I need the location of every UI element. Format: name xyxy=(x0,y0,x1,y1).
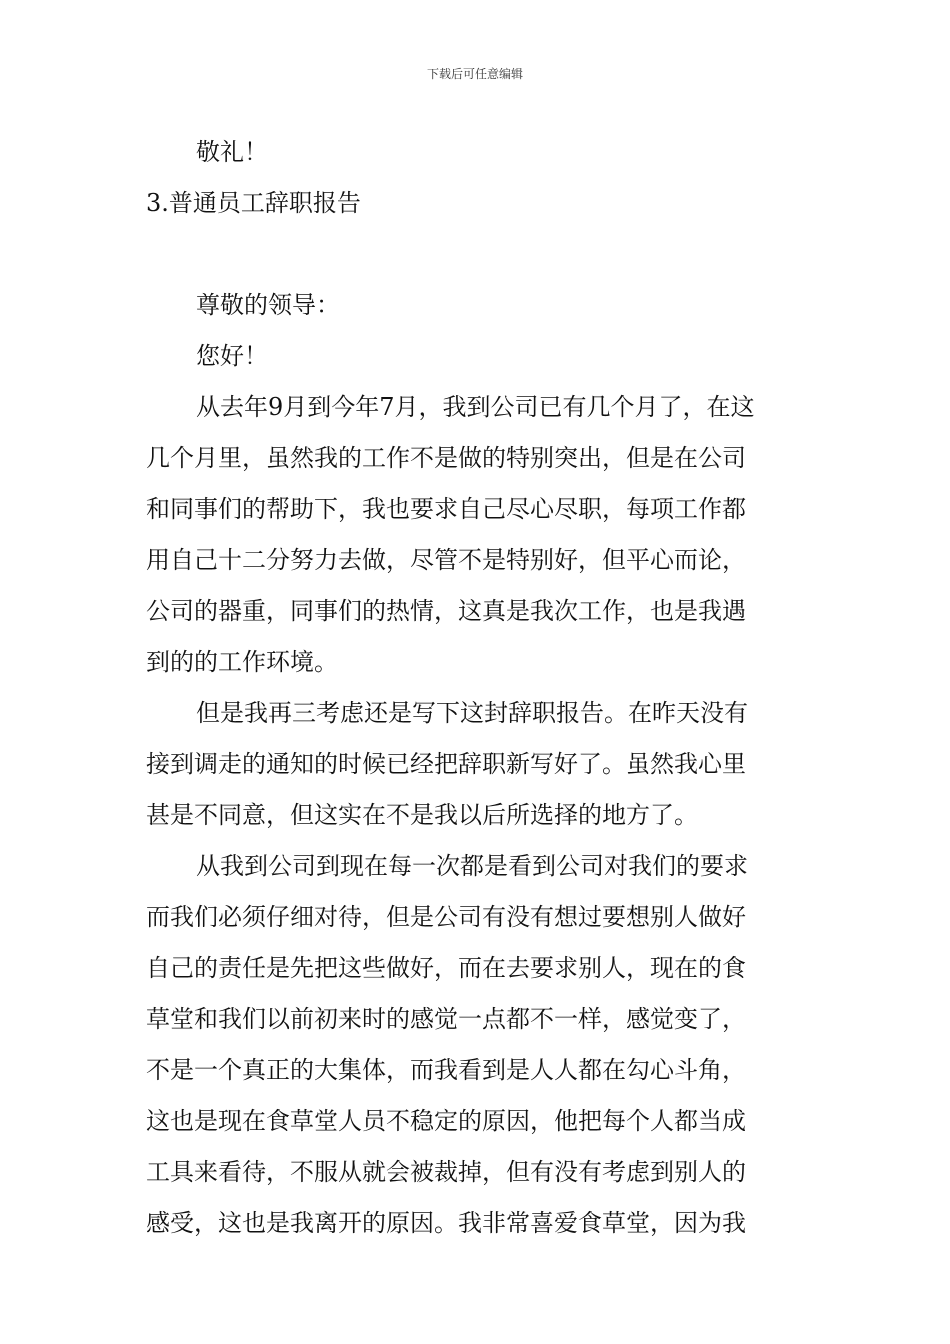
section-heading: 3.普通员工辞职报告 xyxy=(146,189,361,217)
greeting-hello: 您好！ xyxy=(196,342,268,370)
blank-line xyxy=(146,229,808,280)
greeting-recipient: 尊敬的领导： xyxy=(196,291,340,319)
paragraph-1-line-6: 到的的工作环境。 xyxy=(146,648,338,676)
paragraph-3-line-4: 草堂和我们以前初来时的感觉一点都不一样，感觉变了， xyxy=(146,1005,746,1033)
paragraph-2-line-2: 接到调走的通知的时候已经把辞职新写好了。虽然我心里 xyxy=(146,750,746,778)
paragraph-3-line-5: 不是一个真正的大集体，而我看到是人人都在勾心斗角， xyxy=(146,1056,746,1084)
paragraph-3-line-8: 感受，这也是我离开的原因。我非常喜爱食草堂，因为我 xyxy=(146,1209,746,1237)
closing-salutation: 敬礼！ xyxy=(196,138,268,166)
page-header: 下载后可任意编辑 xyxy=(426,67,523,81)
paragraph-3-line-6: 这也是现在食草堂人员不稳定的原因，他把每个人都当成 xyxy=(146,1107,746,1135)
paragraph-2-line-3: 甚是不同意，但这实在不是我以后所选择的地方了。 xyxy=(146,801,698,829)
paragraph-1-line-1: 从去年9月到今年7月，我到公司已有几个月了，在这 xyxy=(196,393,755,421)
paragraph-1-line-3: 和同事们的帮助下，我也要求自己尽心尽职，每项工作都 xyxy=(146,495,746,523)
paragraph-1-line-2: 几个月里，虽然我的工作不是做的特别突出，但是在公司 xyxy=(146,444,746,472)
paragraph-2-line-1: 但是我再三考虑还是写下这封辞职报告。在昨天没有 xyxy=(196,699,748,727)
paragraph-3-line-3: 自己的责任是先把这些做好，而在去要求别人，现在的食 xyxy=(146,954,746,982)
paragraph-3-line-2: 而我们必须仔细对待，但是公司有没有想过要想别人做好 xyxy=(146,903,746,931)
paragraph-1-line-5: 公司的器重，同事们的热情，这真是我次工作，也是我遇 xyxy=(146,597,746,625)
paragraph-3-line-7: 工具来看待，不服从就会被裁掉，但有没有考虑到别人的 xyxy=(146,1158,746,1186)
paragraph-1-line-4: 用自己十二分努力去做，尽管不是特别好，但平心而论， xyxy=(146,546,746,574)
document-body xyxy=(146,127,808,1249)
paragraph-3-line-1: 从我到公司到现在每一次都是看到公司对我们的要求 xyxy=(196,852,748,880)
